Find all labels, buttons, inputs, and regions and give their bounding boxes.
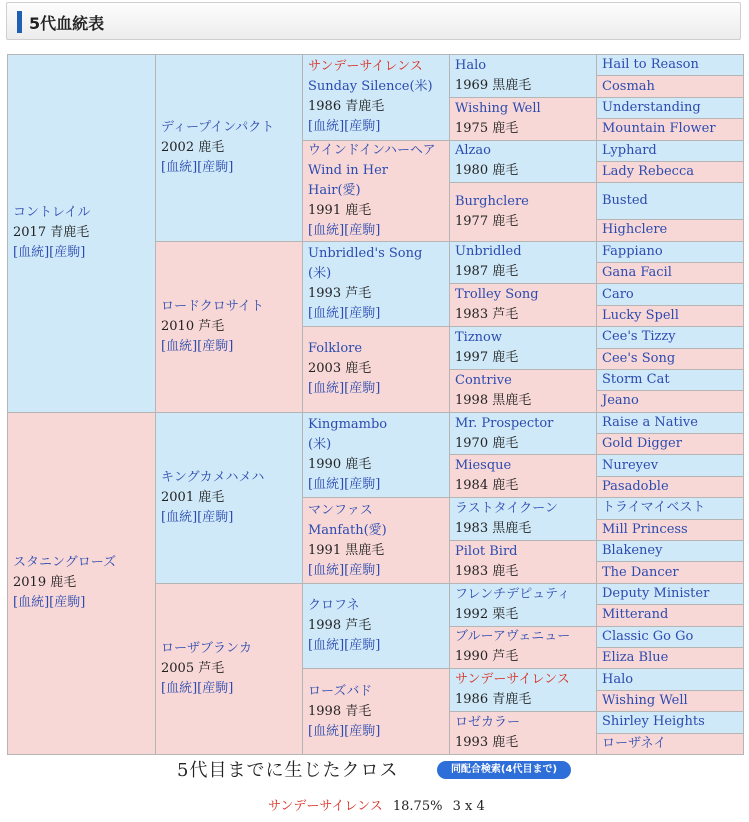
gen5-cell <box>597 690 744 711</box>
horse-name[interactable]: スタニングローズ <box>13 555 117 571</box>
horse-name[interactable]: サンデーサイレンス <box>308 59 423 75</box>
horse-name-en[interactable]: Sunday Silence(米) <box>308 79 433 95</box>
pedigree-link[interactable]: [血統] <box>308 222 345 238</box>
horse-birth-color: 1997 鹿毛 <box>455 350 519 366</box>
gen5-cell <box>597 412 744 433</box>
horse-name[interactable]: Jeano <box>602 393 639 409</box>
horse-name[interactable]: Busted <box>602 193 648 209</box>
pedigree-link[interactable]: [血統] <box>308 476 345 492</box>
horse-links <box>161 337 297 357</box>
horse-birth-color: 1990 芦毛 <box>455 649 519 665</box>
gen4-cell <box>450 626 597 669</box>
progeny-link[interactable]: [産駒] <box>344 222 381 238</box>
horse-links <box>308 379 444 399</box>
horse-name[interactable]: Deputy Minister <box>602 586 710 601</box>
gen1-cell <box>8 55 156 413</box>
horse-birth-color: 1969 黒鹿毛 <box>455 77 532 93</box>
pedigree-link[interactable]: [血統] <box>308 562 345 578</box>
horse-birth-color: 1986 青鹿毛 <box>455 692 532 708</box>
gen3-cell <box>303 140 450 241</box>
gen4-cell <box>450 369 597 412</box>
horse-links <box>13 593 150 613</box>
horse-name[interactable]: Mr. Prospector <box>455 415 554 431</box>
horse-birth-color: 1993 芦毛 <box>308 285 372 301</box>
pedigree-link[interactable]: [血統] <box>308 381 345 397</box>
progeny-link[interactable]: [産駒] <box>49 245 86 261</box>
horse-links <box>308 117 444 137</box>
gen5-cell <box>597 391 744 412</box>
progeny-link[interactable]: [産駒] <box>197 159 234 175</box>
gen5-cell <box>597 119 744 140</box>
horse-name[interactable]: Unbridled <box>455 244 522 260</box>
horse-name[interactable]: Understanding <box>602 99 701 115</box>
horse-birth-color: 1970 鹿毛 <box>455 435 519 451</box>
horse-birth-color: 2019 鹿毛 <box>13 575 77 591</box>
horse-name[interactable]: Cosmah <box>602 78 655 94</box>
horse-name[interactable]: ローザブランカ <box>161 640 253 656</box>
horse-name[interactable]: Hail to Reason <box>602 57 699 73</box>
progeny-link[interactable]: [産駒] <box>197 338 234 354</box>
pedigree-link[interactable]: [血統] <box>161 159 198 175</box>
horse-name[interactable]: フレンチデピュティ <box>455 586 571 602</box>
horse-name-en[interactable]: (米) <box>308 436 332 452</box>
horse-name[interactable]: Eliza Blue <box>602 650 669 666</box>
gen5-cell <box>597 669 744 690</box>
horse-birth-color: 2001 鹿毛 <box>161 489 225 505</box>
horse-birth-color: 2017 青鹿毛 <box>13 225 90 241</box>
horse-links <box>161 158 297 178</box>
horse-name[interactable]: Gold Digger <box>602 436 682 452</box>
horse-links <box>161 679 297 699</box>
horse-birth-color: 2005 芦毛 <box>161 660 225 676</box>
gen5-cell <box>597 348 744 369</box>
pedigree-link[interactable]: [血統] <box>161 680 198 696</box>
gen5-cell <box>597 647 744 668</box>
cross-horse-link[interactable]: サンデーサイレンス <box>268 799 383 814</box>
gen4-cell <box>450 712 597 755</box>
horse-name[interactable]: ブルーアヴェニュー <box>455 629 571 645</box>
horse-name[interactable]: Mountain Flower <box>602 121 716 137</box>
gen5-cell <box>597 476 744 497</box>
horse-birth-color: 1998 青毛 <box>308 703 372 719</box>
cross-percent: 18.75% <box>392 799 443 814</box>
gen3-cell <box>303 241 450 327</box>
progeny-link[interactable]: [産駒] <box>344 381 381 397</box>
gen5-cell <box>597 369 744 390</box>
horse-name[interactable]: Cee's Tizzy <box>602 329 676 345</box>
gen4-cell <box>450 284 597 327</box>
horse-birth-color: 1992 栗毛 <box>455 606 519 622</box>
horse-links <box>308 475 444 495</box>
pedigree-link[interactable]: [血統] <box>308 305 345 321</box>
horse-birth-color: 1987 鹿毛 <box>455 264 519 280</box>
gen4-cell <box>450 498 597 541</box>
horse-name[interactable]: Mitterand <box>602 607 669 623</box>
horse-name-en[interactable]: Wind in Her Hair(愛) <box>308 162 389 198</box>
gen4-cell <box>450 669 597 712</box>
horse-name[interactable]: コントレイル <box>13 205 91 221</box>
horse-birth-color: 1983 黒鹿毛 <box>455 521 532 537</box>
cross-generations: 3 x 4 <box>452 799 485 814</box>
horse-links <box>308 221 444 241</box>
gen3-cell <box>303 327 450 413</box>
horse-name[interactable]: ラストタイクーン <box>455 501 558 517</box>
gen5-cell <box>597 498 744 519</box>
horse-links <box>161 508 297 528</box>
cross-title: 5代目までに生じたクロス <box>177 760 399 781</box>
progeny-link[interactable]: [産駒] <box>197 509 234 525</box>
horse-birth-color: 1986 青鹿毛 <box>308 99 385 115</box>
gen4-cell <box>450 583 597 626</box>
horse-name[interactable]: Trolley Song <box>455 287 539 303</box>
horse-birth-color: 1975 鹿毛 <box>455 120 519 136</box>
horse-birth-color: 2003 鹿毛 <box>308 361 372 377</box>
horse-name[interactable]: Pilot Bird <box>455 543 518 559</box>
pedigree-link[interactable]: [血統] <box>308 638 345 654</box>
horse-name[interactable]: クロフネ <box>308 598 360 614</box>
horse-name[interactable]: Unbridled's Song <box>308 245 423 261</box>
horse-links <box>308 561 444 581</box>
gen5-cell <box>597 455 744 476</box>
gen5-cell <box>597 733 744 754</box>
horse-name[interactable]: Halo <box>455 57 487 73</box>
gen3-cell <box>303 412 450 498</box>
horse-birth-color: 1984 鹿毛 <box>455 478 519 494</box>
gen4-cell <box>450 97 597 140</box>
horse-birth-color: 1983 鹿毛 <box>455 563 519 579</box>
pedigree-link[interactable]: [血統] <box>161 509 198 525</box>
horse-name[interactable]: Lucky Spell <box>602 307 679 323</box>
horse-name[interactable]: ローズバド <box>308 683 373 699</box>
horse-name[interactable]: Wishing Well <box>602 692 688 708</box>
gen3-cell <box>303 498 450 584</box>
gen5-cell <box>597 183 744 220</box>
gen4-cell <box>450 327 597 370</box>
horse-birth-color: 1977 鹿毛 <box>455 213 519 229</box>
horse-name[interactable]: Mill Princess <box>602 521 688 537</box>
gen2-cell <box>156 412 303 583</box>
gen3-cell <box>303 583 450 669</box>
gen5-cell <box>597 305 744 326</box>
horse-birth-color: 1998 芦毛 <box>308 618 372 634</box>
gen5-cell <box>597 284 744 305</box>
horse-name[interactable]: Nureyev <box>602 457 659 473</box>
horse-name[interactable]: ロゼカラー <box>455 715 521 731</box>
progeny-link[interactable]: [産駒] <box>197 680 234 696</box>
horse-name[interactable]: Lyphard <box>602 142 657 158</box>
gen5-cell <box>597 519 744 540</box>
pedigree-link[interactable]: [血統] <box>308 119 345 135</box>
horse-name[interactable]: Pasadoble <box>602 479 669 495</box>
horse-name[interactable]: Lady Rebecca <box>602 164 694 180</box>
horse-links <box>13 243 150 263</box>
horse-birth-color: 1991 黒鹿毛 <box>308 542 385 558</box>
gen2-cell <box>156 55 303 242</box>
pedigree-link[interactable]: [血統] <box>13 595 50 611</box>
gen4-cell <box>450 55 597 98</box>
horse-name[interactable]: Burghclere <box>455 193 529 209</box>
pedigree-link[interactable]: [血統] <box>308 723 345 739</box>
horse-birth-color: 1983 芦毛 <box>455 307 519 323</box>
gen5-cell <box>597 626 744 647</box>
horse-birth-color: 1980 鹿毛 <box>455 163 519 179</box>
horse-name[interactable]: Folklore <box>308 341 363 357</box>
gen4-cell <box>450 412 597 455</box>
horse-name[interactable]: ディープインパクト <box>161 119 275 135</box>
gen5-cell <box>597 434 744 455</box>
gen4-cell <box>450 241 597 284</box>
horse-birth-color: 2010 芦毛 <box>161 318 225 334</box>
gen4-cell <box>450 541 597 584</box>
horse-name[interactable]: Alzao <box>455 143 491 159</box>
horse-name[interactable]: Storm Cat <box>602 372 670 388</box>
horse-name[interactable]: Caro <box>602 286 634 302</box>
horse-name[interactable]: Blakeney <box>602 543 663 559</box>
horse-name[interactable]: サンデーサイレンス <box>455 672 570 688</box>
horse-name[interactable]: Kingmambo <box>308 416 388 432</box>
horse-name[interactable]: Fappiano <box>602 243 663 259</box>
horse-name[interactable]: キングカメハメハ <box>161 469 265 485</box>
header-accent-bar <box>17 11 22 33</box>
gen4-cell <box>450 183 597 241</box>
gen4-cell <box>450 140 597 183</box>
cross-line <box>268 795 491 814</box>
horse-name[interactable]: Gana Facil <box>602 265 672 281</box>
progeny-link[interactable]: [産駒] <box>344 119 381 135</box>
gen5-cell <box>597 541 744 562</box>
gen5-cell <box>597 562 744 583</box>
gen1-cell <box>8 412 156 754</box>
gen5-cell <box>597 241 744 262</box>
pedigree-link[interactable]: [血統] <box>161 338 198 354</box>
horse-links <box>308 304 444 324</box>
gen5-cell <box>597 220 744 241</box>
gen2-cell <box>156 583 303 754</box>
horse-name[interactable]: Classic Go Go <box>602 628 694 644</box>
horse-links <box>308 722 444 742</box>
gen3-cell <box>303 55 450 141</box>
horse-birth-color: 1993 鹿毛 <box>455 735 519 751</box>
horse-birth-color: 1991 鹿毛 <box>308 202 372 218</box>
progeny-link[interactable]: [産駒] <box>344 562 381 578</box>
horse-name[interactable]: ロードクロサイト <box>161 298 264 314</box>
horse-name[interactable]: マンファス <box>308 502 373 518</box>
horse-name[interactable]: Shirley Heights <box>602 714 705 730</box>
gen5-cell <box>597 97 744 118</box>
horse-name-en[interactable]: (米) <box>308 265 332 281</box>
horse-birth-color: 1990 鹿毛 <box>308 456 372 472</box>
horse-name-en[interactable]: Manfath(愛) <box>308 522 387 538</box>
section-header <box>6 2 741 40</box>
gen5-cell <box>597 262 744 283</box>
gen3-cell <box>303 669 450 755</box>
pedigree-table <box>7 54 744 755</box>
progeny-link[interactable]: [産駒] <box>344 723 381 739</box>
gen5-cell <box>597 712 744 733</box>
horse-name[interactable]: Highclere <box>602 222 668 238</box>
horse-name[interactable]: Contrive <box>455 372 512 388</box>
gen5-cell <box>597 76 744 97</box>
horse-links <box>308 636 444 656</box>
gen5-cell <box>597 605 744 626</box>
progeny-link[interactable]: [産駒] <box>344 305 381 321</box>
page-title: 5代血統表 <box>29 14 105 33</box>
gen5-cell <box>597 327 744 348</box>
horse-name[interactable]: Halo <box>602 671 634 687</box>
horse-name[interactable]: Tiznow <box>455 330 503 346</box>
horse-name[interactable]: Wishing Well <box>455 100 541 116</box>
progeny-link[interactable]: [産駒] <box>49 595 86 611</box>
gen5-cell <box>597 140 744 161</box>
horse-name[interactable]: The Dancer <box>602 564 679 580</box>
horse-birth-color: 2002 鹿毛 <box>161 139 225 155</box>
progeny-link[interactable]: [産駒] <box>344 638 381 654</box>
pedigree-link[interactable]: [血統] <box>13 245 50 261</box>
same-mating-search-button[interactable]: 同配合検索(4代目まで) <box>437 761 571 779</box>
gen2-cell <box>156 241 303 412</box>
gen5-cell <box>597 161 744 182</box>
progeny-link[interactable]: [産駒] <box>344 476 381 492</box>
horse-name[interactable]: Miesque <box>455 458 512 474</box>
horse-name[interactable]: トライマイベスト <box>602 500 706 516</box>
gen5-cell <box>597 583 744 604</box>
horse-birth-color: 1998 黒鹿毛 <box>455 392 532 408</box>
horse-name[interactable]: ローザネイ <box>602 735 667 751</box>
horse-name[interactable]: Cee's Song <box>602 350 676 366</box>
horse-name[interactable]: Raise a Native <box>602 414 698 430</box>
gen5-cell <box>597 55 744 76</box>
horse-name[interactable]: ウインドインハーヘア <box>308 142 436 158</box>
gen4-cell <box>450 455 597 498</box>
